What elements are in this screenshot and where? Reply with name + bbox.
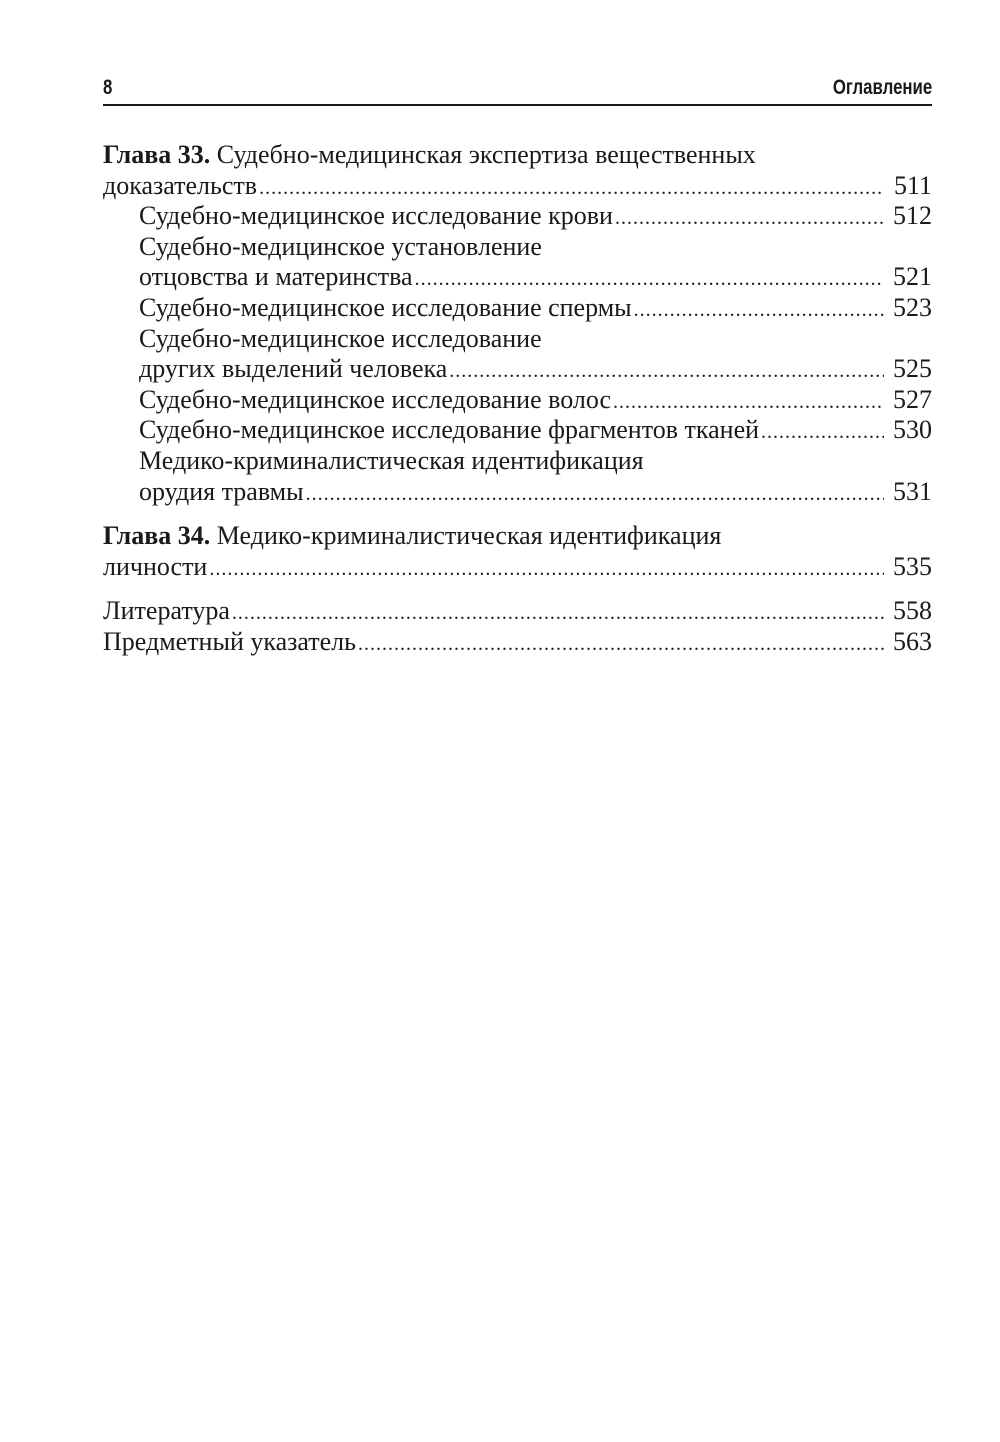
section-title-cont: орудия травмы bbox=[139, 476, 304, 506]
page-ref: 535 bbox=[893, 551, 932, 581]
section-title-cont: отцовства и материнства bbox=[139, 262, 413, 292]
page-number: 8 bbox=[103, 76, 113, 99]
toc-entry[interactable] bbox=[103, 171, 932, 202]
section-title: Медико-криминалистическая идентификация bbox=[139, 445, 644, 475]
dot-leader bbox=[306, 479, 884, 510]
dot-leader bbox=[761, 417, 884, 448]
section-title-line bbox=[103, 324, 932, 355]
section-title: Судебно-медицинское исследование bbox=[139, 323, 542, 353]
section-title: Судебно-медицинское исследование крови bbox=[139, 201, 613, 231]
chapter-33-title-line bbox=[103, 140, 932, 171]
dot-leader bbox=[615, 203, 884, 234]
chapter-34-title-cont: личности bbox=[103, 551, 208, 581]
page-ref: 525 bbox=[893, 354, 932, 384]
toc-entry[interactable] bbox=[103, 477, 932, 508]
toc-entry[interactable] bbox=[103, 385, 932, 416]
section-title-line bbox=[103, 446, 932, 477]
spacer bbox=[103, 507, 932, 521]
section-title: Судебно-медицинское установление bbox=[139, 231, 542, 261]
page-ref: 511 bbox=[893, 170, 932, 200]
dot-leader bbox=[415, 264, 884, 295]
chapter-34-title-line bbox=[103, 521, 932, 552]
section-title: Судебно-медицинское исследование волос bbox=[139, 384, 612, 414]
section-title: Судебно-медицинское исследование спермы bbox=[139, 292, 632, 322]
chapter-33-title: Судебно-медицинская экспертиза вещественных bbox=[210, 140, 756, 169]
dot-leader bbox=[449, 356, 884, 387]
chapter-34-label: Глава 34. bbox=[103, 521, 211, 551]
dot-leader bbox=[232, 598, 884, 629]
page-ref: 531 bbox=[893, 476, 932, 506]
toc-entry[interactable] bbox=[103, 415, 932, 446]
index-title: Предметный указатель bbox=[103, 626, 357, 656]
toc-entry[interactable] bbox=[103, 354, 932, 385]
page-ref: 512 bbox=[893, 201, 932, 231]
toc-entry[interactable] bbox=[103, 293, 932, 324]
toc-entry[interactable] bbox=[103, 552, 932, 583]
toc-entry-literature[interactable] bbox=[103, 596, 932, 627]
toc-entry-index[interactable] bbox=[103, 627, 932, 658]
table-of-contents bbox=[103, 140, 932, 658]
page-ref: 521 bbox=[893, 262, 932, 292]
dot-leader bbox=[209, 554, 884, 585]
section-title: Судебно-медицинское исследование фрагментов тканей bbox=[139, 415, 760, 445]
chapter-33-label: Глава 33. bbox=[103, 140, 211, 169]
page-ref: 558 bbox=[893, 596, 932, 626]
page-ref: 523 bbox=[893, 292, 932, 322]
section-title-cont: других выделений человека bbox=[139, 354, 448, 384]
page-ref: 530 bbox=[893, 415, 932, 445]
spacer bbox=[103, 582, 932, 596]
chapter-33-title-cont: доказательств bbox=[103, 170, 258, 200]
toc-entry[interactable] bbox=[103, 262, 932, 293]
dot-leader bbox=[358, 629, 884, 660]
page-ref: 563 bbox=[893, 626, 932, 656]
dot-leader bbox=[634, 295, 884, 326]
running-title: Оглавление bbox=[832, 76, 932, 99]
chapter-34-title: Медико-криминалистическая идентификация bbox=[210, 521, 722, 551]
page-ref: 527 bbox=[893, 384, 932, 414]
toc-entry[interactable] bbox=[103, 201, 932, 232]
dot-leader bbox=[259, 173, 884, 204]
section-title-line bbox=[103, 232, 932, 263]
page-header bbox=[103, 74, 932, 106]
literature-title: Литература bbox=[103, 596, 230, 626]
dot-leader bbox=[613, 387, 884, 418]
